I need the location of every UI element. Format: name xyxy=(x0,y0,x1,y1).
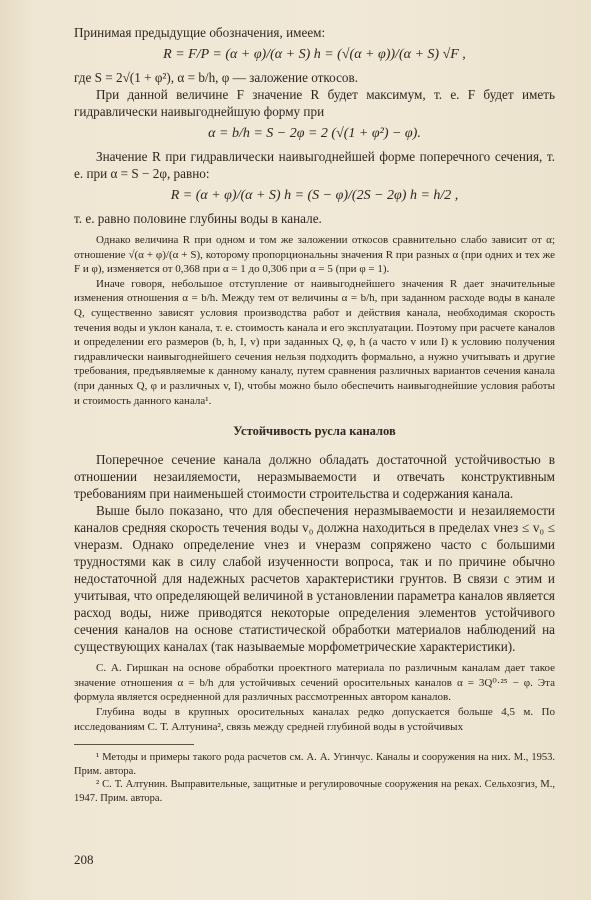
small-paragraph-girshkan: С. А. Гиршкан на основе обработки проектного материала по различным каналам дает такое значение отношения α = b/h для устойчивых сечений оросительных каналов α = 3Q⁰·²⁵ − φ. Эта формула является осредненной для различных рассмотренных автором каналов. xyxy=(74,662,555,704)
page-number: 208 xyxy=(74,852,94,867)
formula-r-f-over-p: R = F/P = (α + φ)/(α + S) h = (√(α + φ))/(α + S) √F , xyxy=(163,47,466,62)
definitions-line: где S = 2√(1 + φ²), α = b/h, φ — заложение откосов. xyxy=(74,70,359,85)
paragraph-optimal-r: Значение R при гидравлически наивыгоднейшей форме поперечного сечения, т. е. при α = S − 2φ, равно: xyxy=(74,149,555,181)
paragraph-stability: Поперечное сечение канала должно обладать достаточной устойчивостью в отношении незаиляемости, неразмываемости и отвечать конструктивным требованиям при наименьшей стоимости строительства и содержания канала. xyxy=(74,452,555,502)
formula-r-half-depth: R = (α + φ)/(α + S) h = (S − φ)/(2S − 2φ) h = h/2 , xyxy=(170,188,459,203)
footnote-1: ¹ Методы и примеры такого рода расчетов см. А. А. Угинчус. Каналы и сооружения на них. М., 1953. Прим. автора. xyxy=(74,752,555,777)
formula-alpha: α = b/h = S − 2φ = 2 (√(1 + φ²) − φ). xyxy=(208,126,421,141)
footnote-2: ² С. Т. Алтунин. Выправительные, защитные и регулировочные сооружения на реках. Сельхозгиз, М., 1947. Прим. автора. xyxy=(74,779,555,804)
half-depth-line: т. е. равно половине глубины воды в канале. xyxy=(74,211,322,226)
paragraph-velocity: Выше было показано, что для обеспечения неразмываемости и незаиляемости каналов средняя скорость течения воды v₀ должна находиться в пределах vнез ≤ v₀ ≤ vнеразм. Однако определение vнез и vнеразм сопряжено часто с большими трудностями как в силу слабой изученности вопроса, так и по причине обычно недостаточной для надежных расчетов характеристики грунтов. В связи с этим и учитывая, что определяющей величиной в установлении параметра каналов является расход воды, ниже приводятся некоторые определения элементов устойчивого сечения каналов на основе статистической обработки материалов наблюдений на существующих каналах (так называемые морфометрические характеристики). xyxy=(74,503,555,655)
small-paragraph-depth: Глубина воды в крупных оросительных каналах редко допускается больше 4,5 м. По исследованиям С. Т. Алтунина², связь между средней глубиной воды в устойчивых xyxy=(74,705,555,733)
footnote-rule xyxy=(74,744,194,745)
intro-line: Принимая предыдущие обозначения, имеем: xyxy=(74,25,326,40)
small-paragraph-deviation: Иначе говоря, небольшое отступление от наивыгоднейшего значения R дает значительные изменения отношения α = b/h. Между тем от величины α = b/h, при заданном расходе воды в канале Q, существенно зависят условия производства работ и действия канала, необходимая скорость течения воды и уклон канала, т. е. стоимость канала и его эксплуатации. Поэтому при расчете каналов и определении его размеров (b, h, I, v) при заданных Q, φ, h (а часто v или I) к условию получения гидравлически наивыгоднейшего сечения нельзя подходить формально, а нужно учитывать и другие требования, предъявляемые к данному каналу, путем сравнения различных вариантов сечения канала (при данных Q, φ и различных v, I), чтобы можно было обеспечить наивыгоднейшие условия работы и стоимость данного канала¹. xyxy=(74,277,555,407)
section-heading: Устойчивость русла каналов xyxy=(233,424,396,439)
small-paragraph-ratio: Однако величина R при одном и том же заложении откосов сравнительно слабо зависит от α; отношение √(α + φ)/(α + S), которому пропорциональны значения R при разных α (при одних и тех же F и φ), изменяется от 0,368 при α = 1 до 0,306 при α = 5 (при φ = 1). xyxy=(74,234,555,276)
paragraph-maximum-r: При данной величине F значение R будет максимум, т. е. F будет иметь гидравлически наивыгоднейшую форму при xyxy=(74,87,555,119)
